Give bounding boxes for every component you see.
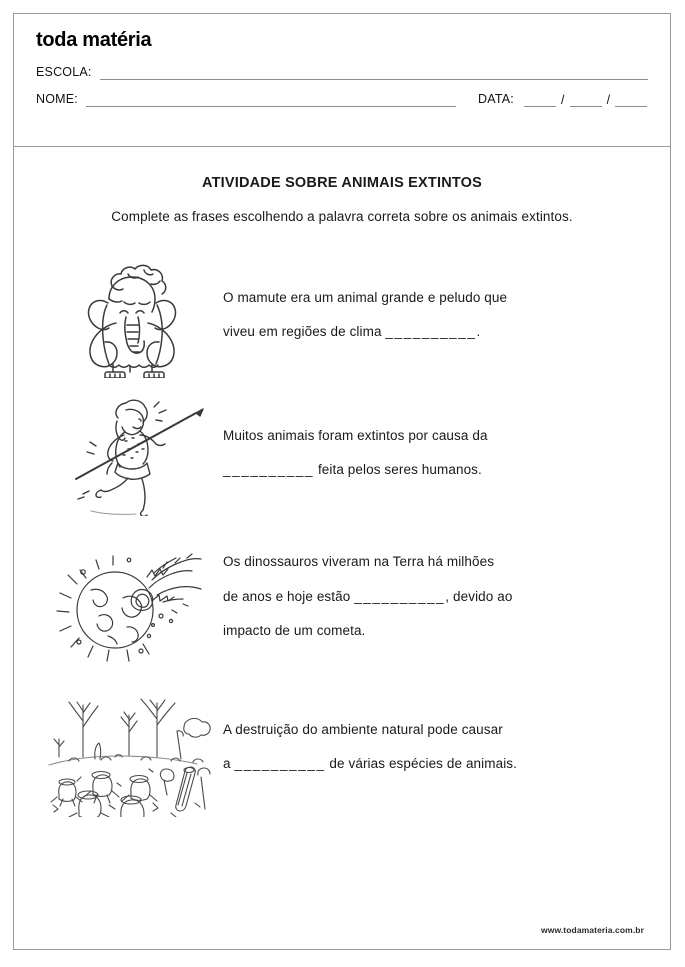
answer-blank[interactable]: __________ [385,324,477,339]
worksheet-page [13,13,671,950]
worksheet-content [14,147,670,925]
question-list [38,246,646,822]
date-month-input[interactable] [570,95,602,107]
question-line-with-blank: __________ feita pelos seres humanos. [223,462,482,477]
question-line: Muitos animais foram extintos por causa da [223,427,488,443]
question-line-with-blank: de anos e hoje estão __________, devido ao [223,588,513,604]
school-input-line[interactable] [100,68,648,80]
school-field-row [36,66,648,80]
deforestation-illustration [38,677,223,817]
question-line: impacto de um cometa. [223,623,366,639]
answer-blank[interactable]: __________ [223,462,315,477]
answer-blank[interactable]: __________ [354,588,446,604]
date-day-input[interactable] [524,95,556,107]
name-date-field-row [36,93,648,107]
question-text [223,713,646,782]
worksheet-header [14,14,670,147]
question-text [223,419,646,488]
worksheet-footer [14,925,670,949]
question-row [38,672,646,822]
comet-hitting-earth-illustration [38,532,223,662]
instruction-text: Complete as frases escolhendo a palavra correta sobre os animais extintos. [111,209,573,224]
question-line: O mamute era um animal grande e peludo que [223,289,508,305]
name-input-line[interactable] [86,95,456,107]
question-line: A destruição do ambiente natural pode causar [223,721,503,737]
question-line-with-blank: viveu em regiões de clima __________. [223,324,481,339]
caveman-with-spear-illustration [38,391,223,516]
date-year-input[interactable] [615,95,647,107]
name-label: NOME: [36,91,78,106]
question-line-with-blank: a __________ de várias espécies de animais. [223,756,518,771]
answer-blank[interactable]: __________ [234,756,326,771]
mammoth-illustration [38,253,223,378]
date-label: DATA: [477,91,514,106]
question-text [223,281,646,350]
question-line: Os dinossauros viveram na Terra há milhões [223,554,495,570]
question-text [223,545,646,648]
date-separator-2: / [606,93,611,107]
date-field-group [478,93,649,107]
brand-logo: toda matéria [36,29,152,51]
page-title: ATIVIDADE SOBRE ANIMAIS EXTINTOS [201,175,483,191]
school-label: ESCOLA: [36,65,92,79]
question-row [38,522,646,672]
question-row [38,246,646,384]
question-row [38,384,646,522]
website-url: www.todamateria.com.br [541,925,644,935]
date-separator-1: / [560,93,565,107]
